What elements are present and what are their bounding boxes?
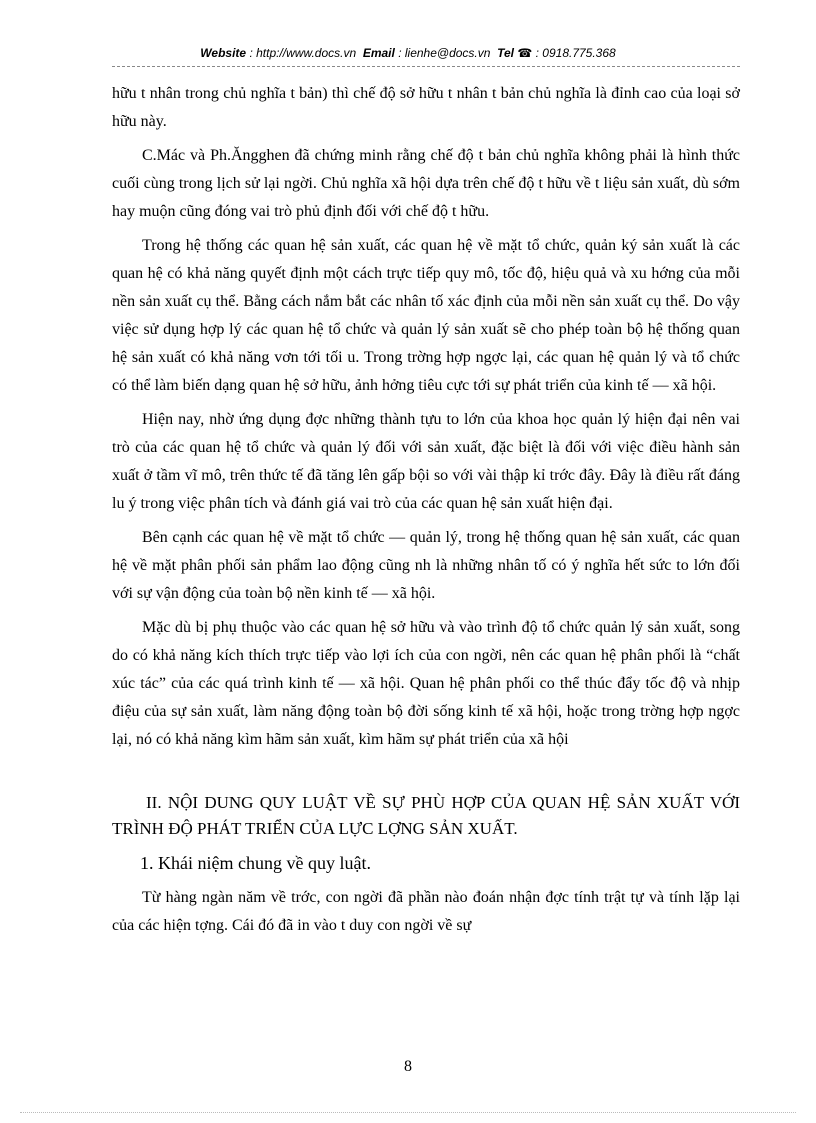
tel-label: Tel [497, 46, 514, 60]
paragraph-6: Mặc dù bị phụ thuộc vào các quan hệ sở hữu và vào trình độ tổ chức quản lý sản xuất, song do có khả năng kích thích trực tiếp vào lợi ích của con ngời, nên các quan hệ phân phối là “chất xúc tác” của các quá trình kinh tế — xã hội. Quan hệ phân phối co thể thúc đẩy tốc độ và nhịp điệu của sự sản xuất, làm năng động toàn bộ đời sống kinh tế xã hội, hoặc trong trờng hợp ngợc lại, nó có khả năng kìm hãm sản xuất, kìm hãm sự phát triển của xã hội [112, 619, 740, 748]
paragraph-5: Bên cạnh các quan hệ về mặt tổ chức — quản lý, trong hệ thống quan hệ sản xuất, các quan hệ về mặt phân phối sản phẩm lao động cũng nh là những nhân tố có ý nghĩa hết sức to lớn đối với sự vận động của toàn bộ nền kinh tế — xã hội. [112, 529, 740, 602]
paragraph-1: hữu t nhân trong chủ nghĩa t bản) thì chế độ sở hữu t nhân t bản chủ nghĩa là đỉnh cao của loại sở hữu này. [112, 85, 740, 130]
page-header [0, 46, 816, 60]
subsection-title: 1. Khái niệm chung về quy luật. [140, 853, 371, 873]
email-value: : lienhe@docs.vn [398, 46, 491, 60]
page-number: 8 [404, 1058, 412, 1075]
document-body [112, 80, 740, 946]
website-label: Website [200, 46, 247, 60]
paragraph-4: Hiện nay, nhờ ứng dụng đợc những thành tựu to lớn của khoa học quản lý hiện đại nên vai trò của các quan hệ tổ chức và quản lý đối với sản xuất, đặc biệt là đối với việc điều hành sản xuất ở tầm vĩ mô, trên thức tế đã tăng lên gấp bội so với vài thập kỉ trớc đây. Đây là điều rất đáng lu ý trong việc phân tích và đánh giá vai trò của các quan hệ sản xuất hiện đại. [112, 411, 740, 512]
header-divider [112, 66, 740, 67]
paragraph-3: Trong hệ thống các quan hệ sản xuất, các quan hệ về mặt tổ chức, quản ký sản xuất là các quan hệ có khả năng quyết định một cách trực tiếp quy mô, tốc độ, hiệu quả và xu hớng của mỗi nền sản xuất cụ thể. Bằng cách nắm bắt các nhân tố xác định của mỗi nền sản xuất cụ thể. Do vậy việc sử dụng hợp lý các quan hệ tổ chức và quản lý sản xuất sẽ cho phép toàn bộ hệ thống quan hệ sản xuất có khả năng vơn tới tối u. Trong trờng hợp ngợc lại, các quan hệ quản lý và tổ chức có thể làm biến dạng quan hệ sở hữu, ảnh hởng tiêu cực tới sự phát triển của kinh tế — xã hội. [112, 237, 740, 394]
paragraph-7: Từ hàng ngàn năm về trớc, con ngời đã phần nào đoán nhận đợc tính trật tự và tính lặp lại của các hiện tợng. Cái đó đã in vào t duy con ngời về sự [112, 889, 740, 934]
footer-divider [20, 1112, 796, 1113]
website-value: : http://www.docs.vn [249, 46, 357, 60]
section-title: II. NỘI DUNG QUY LUẬT VỀ SỰ PHÙ HỢP CỦA QUAN HỆ SẢN XUẤT VỚI TRÌNH ĐỘ PHÁT TRIỂN CỦA LỰC LỢNG SẢN XUẤT. [112, 793, 740, 838]
tel-value: ☎ : 0918.775.368 [517, 46, 616, 60]
email-label: Email [362, 46, 395, 60]
paragraph-2: C.Mác và Ph.Ăngghen đã chứng minh rằng chế độ t bản chủ nghĩa không phải là hình thức cuối cùng trong lịch sử lại ngời. Chủ nghĩa xã hội dựa trên chế độ t hữu về t liệu sản xuất, dù sớm hay muộn cũng đóng vai trò phủ định đối với chế độ t hữu. [112, 147, 740, 220]
